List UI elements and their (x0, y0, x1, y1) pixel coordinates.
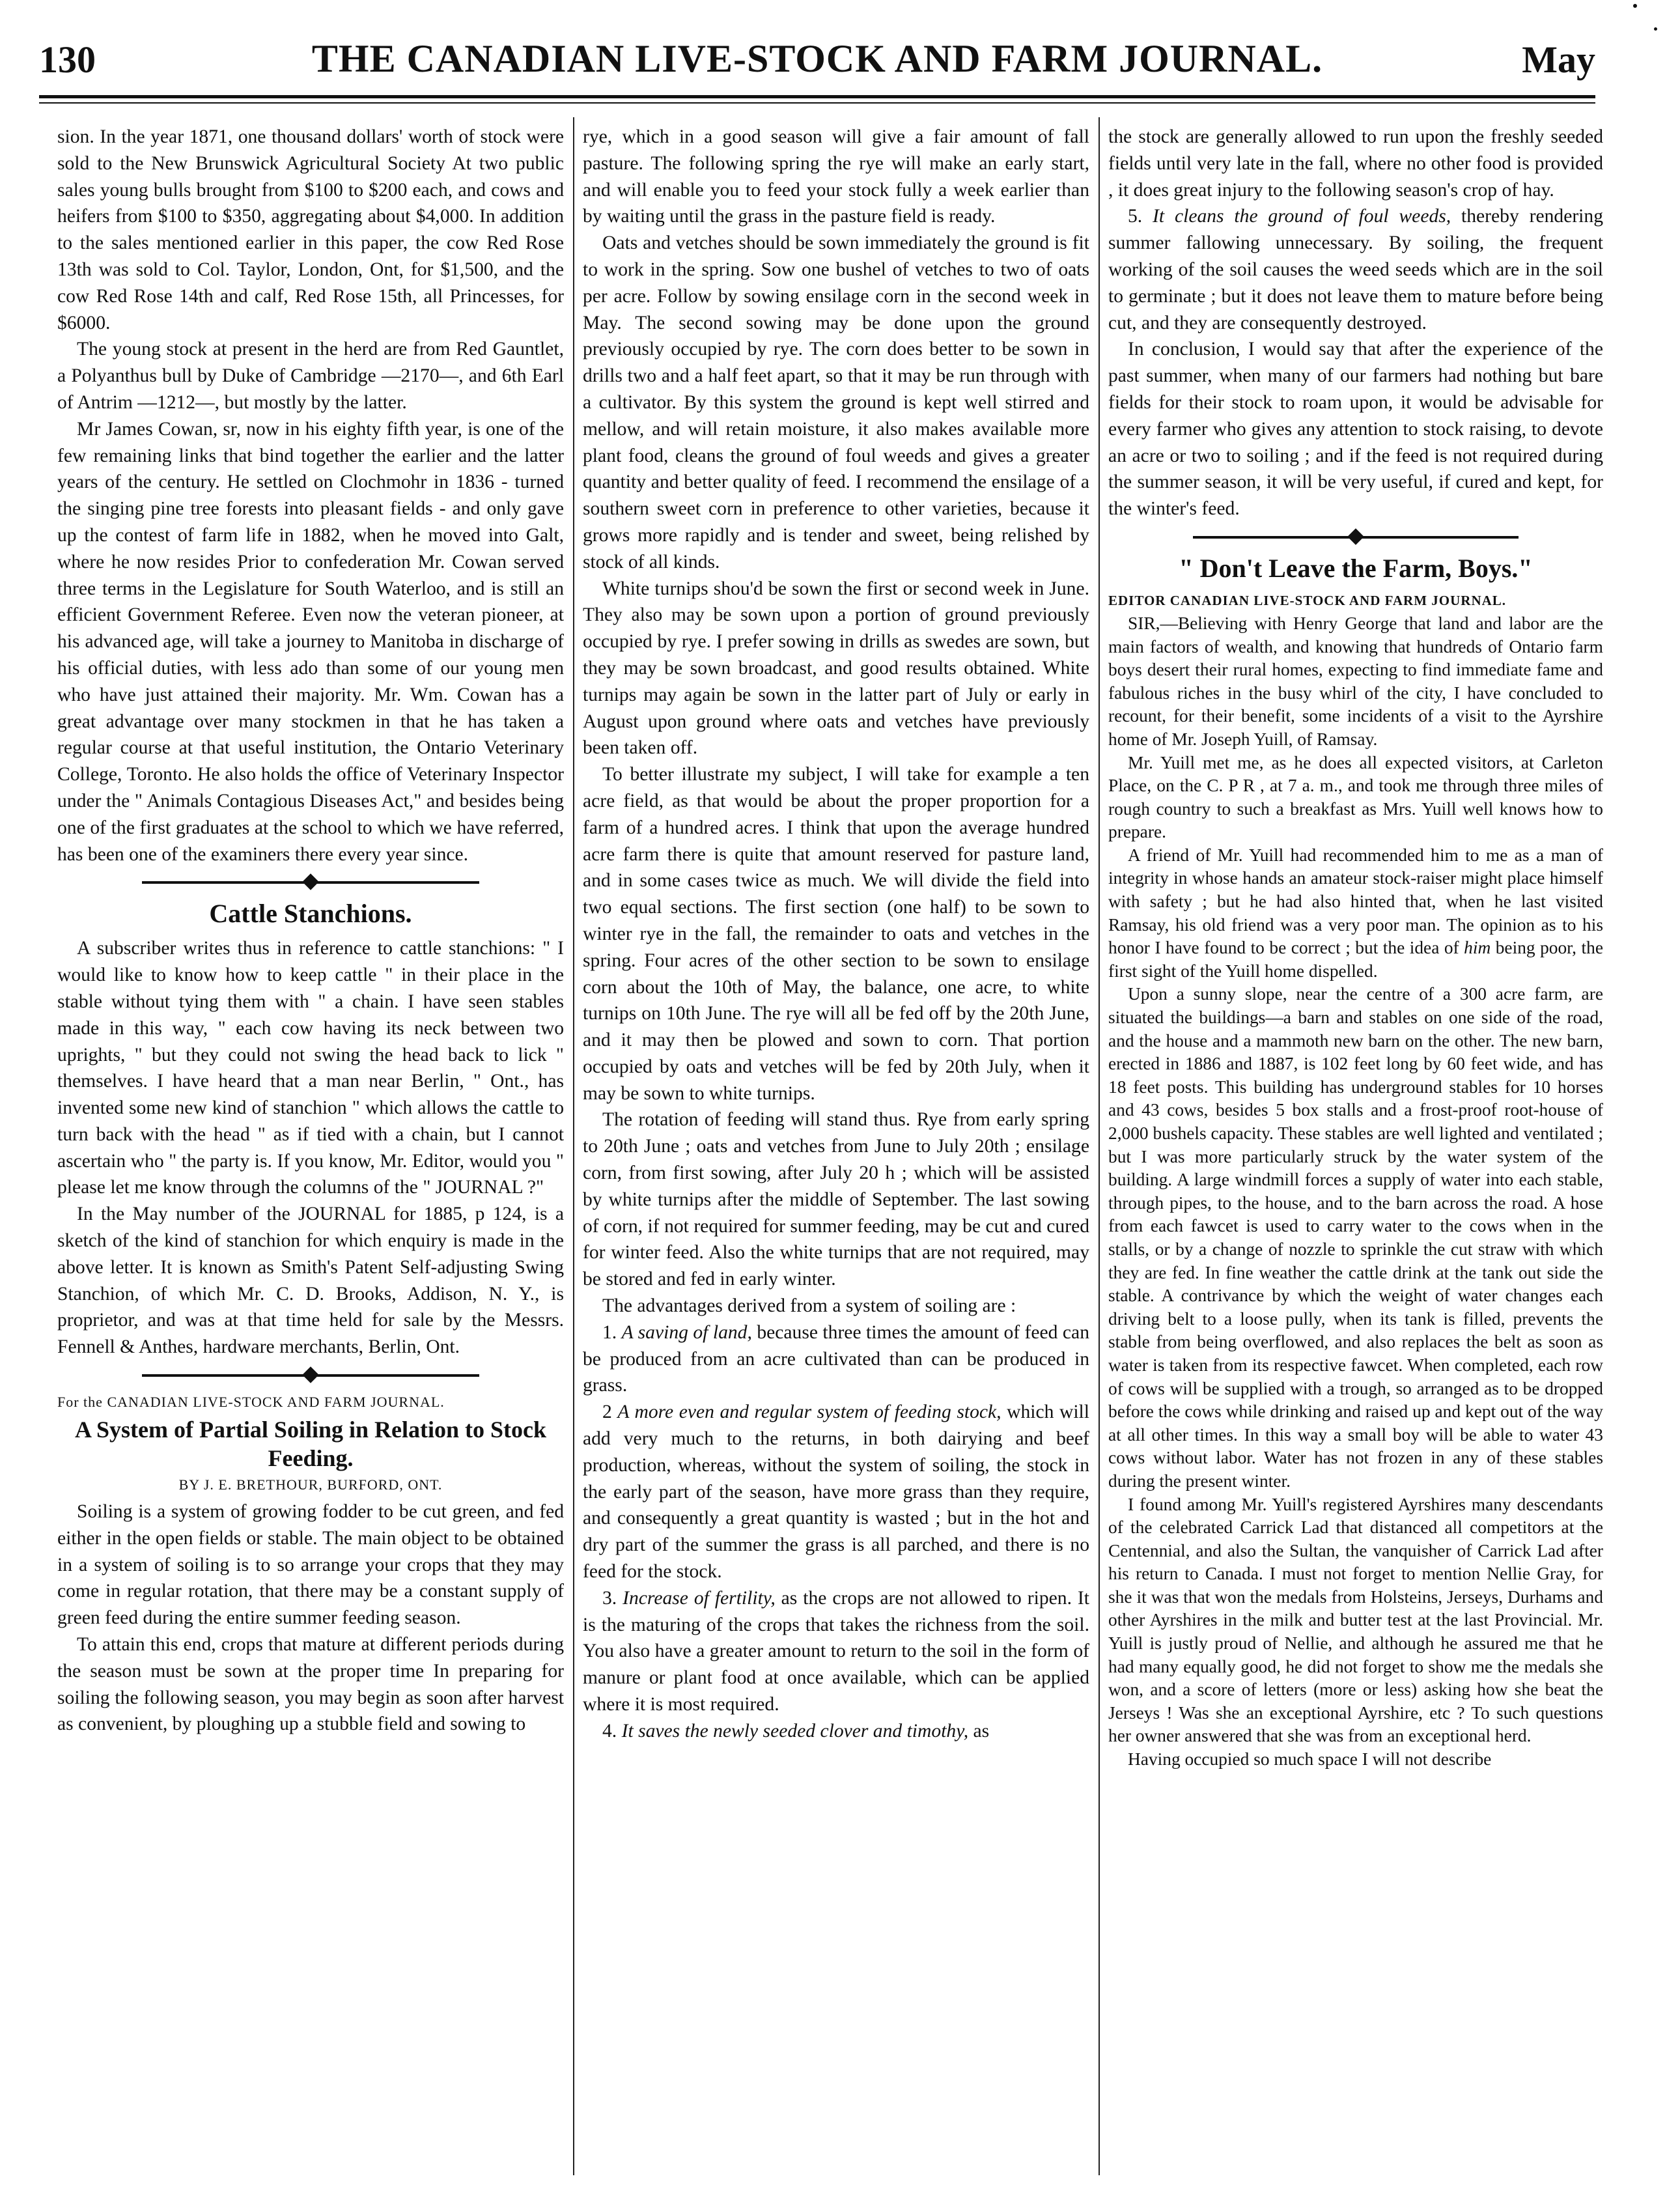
section-ornament (57, 873, 564, 892)
paragraph: Having occupied so much space I will not describe (1128, 1749, 1492, 1770)
journal-title: THE CANADIAN LIVE-STOCK AND FARM JOURNAL. (311, 37, 1323, 80)
paragraph: Oats and vetches should be sown immediately the ground is fit to work in the spring. Sow one bushel of vetches to two of oats per acre. Follow by sowing ensilage corn in the second week in May. The second sowing may be done upon the ground previously occupied by rye. The corn does better to be sown in drills two and a half feet apart, so that it may be run through with a cultivator. By this system the ground is kept well stirred and mellow, and will retain moisture, it also makes available more plant food, cleans the ground of foul weeds and gives a greater quantity and better quality of feed. I recommend the ensilage of a southern sweet corn in preference to other varieties, because it grows more rapidly and is tender and sweet, being relished by stock of all kinds. (583, 233, 1089, 572)
paragraph: the stock are generally allowed to run upon the freshly seeded fields until very late in the fall, where no other food is provided , it does great injury to the following season's crop of hay. (1108, 126, 1603, 201)
print-speck (1633, 4, 1637, 8)
paragraph: The rotation of feeding will stand thus. Rye from early spring to 20th June ; oats and vetches from June to July 20th ; ensilage corn, from first sowing, after July 20 h ; which will be assisted by white turnips after the middle of September. The last sowing of corn, if not required for summer feeding, may be cut and cured for winter feed. Also the white turnips that are not required, may be stored and fed in early winter. (583, 1109, 1089, 1290)
section-ornament (57, 1366, 564, 1385)
article-kicker: For the CANADIAN LIVE-STOCK AND FARM JOURNAL. (57, 1394, 445, 1411)
paragraph: To attain this end, crops that mature at different periods during the season must be sown at the proper time In preparing for soiling the following season, you may begin as soon after harvest as convenient, by ploughing up a stubble field and sowing to (57, 1634, 564, 1735)
paragraph: To better illustrate my subject, I will take for example a ten acre field, as that would be about the proper proportion for a farm of a hundred acres. I think that upon the average hundred acre farm there is quite that amount reserved for pasture land, and in some cases twice as much. We will divide the field into two equal sections. The first section (one half) to be sown to winter rye in the fall, the remainder to oats and vetches in the spring. Four acres of the other section to be sown to ensilage corn about the 10th of May, the balance, one acre, to white turnips on 10th June. The rye will all be fed off by the 20th June, and it may then be plowed and sown to corn. That portion occupied by oats and vetches will be fed by 20th July, when it may be sown to white turnips. (583, 764, 1089, 1104)
paragraph: SIR,—Believing with Henry George that land and labor are the main factors of wealth, and knowing that hundreds of Ontario farm boys desert their rural homes, expecting to find immediate fame and fabulous riches in the busy whirl of the city, I have concluded to recount, for their benefit, some incidents of a visit to the Ayrshire home of Mr. Joseph Yuill, of Ramsay. (1108, 613, 1603, 749)
issue-month: May (1522, 38, 1595, 81)
paragraph: rye, which in a good season will give a fair amount of fall pasture. The following spring the rye will make an early start, and will enable you to feed your stock fully a week earlier than by waiting until the grass in the pasture field is ready. (583, 126, 1089, 227)
paragraph: In the May number of the JOURNAL for 1885, p 124, is a sketch of the kind of stanchion for which enquiry is made in the above letter. It is known as Smith's Patent Self-adjusting Swing Stanchion, of which Mr. C. D. Brooks, Addison, N. Y., is proprietor, and was at that time held for sale by the Messrs. Fennell & Anthes, hardware merchants, Berlin, Ont. (57, 1204, 564, 1358)
article-heading-dont-leave-the-farm: " Don't Leave the Farm, Boys." (1179, 553, 1533, 583)
paragraph: Upon a sunny slope, near the centre of a 300 acre farm, are situated the buildings—a barn and stables on one side of the road, and the house and a mammoth new barn on the other. The new barn, erected in 1886 and 1887, is 102 feet long by 60 feet wide, and has 18 feet posts. This building has underground stables for 10 horses and 43 cows, besides 5 box stalls and a frost-proof root-house of 2,000 bushels capacity. These stables are well lighted and ventilated ; but I was more particularly struck by the water system of the building. A large windmill forces a supply of water into each stable, through pipes, to the house, and to the barn across the road. A hose from each fawcet is used to carry water to the cows when in the stalls, or by a change of nozzle to sprinkle the cut straw with which they are fed. In fine weather the cattle drink at the tank out side the stable. A contrivance by which the weight of water changes each driving belt to a loose pully, when its tank is filled, prevents the stable from being overflowed, and also replaces the belt as soon as water is taken from its respective fawcet. When completed, each row of cows will be supplied with a trough, so arranged as to be dropped before the cows while drinking and raised up and kept out of the way at all other times. In this way a small boy will be able to water 43 cows without labor. Water has not frozen in any of these stables during the present winter. (1108, 984, 1603, 1491)
paragraph: I found among Mr. Yuill's registered Ayrshires many descendants of the celebrated Carrick Lad that distanced all competitors at the Centennial, and also the Sultan, the vanquisher of Carrick Lad after his return to Canada. I must not forget to mention Nellie Gray, for she it was that won the medals from Holsteins, Jerseys, Durhams and other Ayrshires in the milk and butter test at the last Provincial. Mr. Yuill is justly proud of Nellie, and although he assured me that he had many equally good, he did not forget to show me the medals she won, and a score of letters (more or less) asking how she beat the Jerseys ! Was she an exceptional Ayrshire, etc ? To such questions her owner answered that she was from an exceptional herd. (1108, 1494, 1603, 1746)
section-ornament (1108, 528, 1603, 547)
paragraph: Soiling is a system of growing fodder to be cut green, and fed either in the open fields or stable. The main object to be obtained in a system of soiling is to so arrange your crops that they may come in regular rotation, that there may be a constant supply of green feed during the entire summer feeding season. (57, 1501, 564, 1629)
article-heading-partial-soiling: A System of Partial Soiling in Relation to Stock Feeding. (74, 1417, 546, 1472)
paragraph: Mr. Yuill met me, as he does all expected visitors, at Carleton Place, on the C. P R , at 7 a. m., and took me through three miles of rough country to such a breakfast as Mrs. Yuill well knows how to prepare. (1108, 752, 1603, 842)
list-item: 4. It saves the newly seeded clover and timothy, as (602, 1720, 990, 1742)
column-middle (583, 124, 1089, 2169)
article-heading-cattle-stanchions: Cattle Stanchions. (209, 899, 412, 929)
paragraph: A subscriber writes thus in reference to cattle stanchions: " I would like to know how to keep cattle " in their place in the stable without tying them with " a chain. I have seen stables made in this way, " each cow having its neck between two uprights, " but they could not swing the head back to lick " themselves. I have heard that a man near Berlin, " Ont., has invented some new kind of stanchion " which allows the cattle to turn back with the head " as if tied with a chain, but I cannot ascertain who " the party is. If you know, Mr. Editor, would you " please let me know through the columns of the " JOURNAL ?" (57, 938, 564, 1198)
print-speck (1654, 27, 1657, 31)
header-rule-thick (39, 95, 1595, 98)
letter-address: EDITOR CANADIAN LIVE-STOCK AND FARM JOURNAL. (1108, 592, 1507, 608)
list-item: 1. A saving of land, because three times the amount of feed can be produced from an acre cultivated than can be produced in grass. (583, 1321, 1089, 1396)
paragraph: A friend of Mr. Yuill had recommended him to me as a man of integrity in whose hands an amateur stock-raiser might place himself with safety ; but he had also hinted that, when he last visited Ramsay, his old friend was a very poor man. The opinion as to his honor I have found to be correct ; but the idea of him being poor, the first sight of the Yuill home dispelled. (1108, 845, 1603, 981)
column-divider (1099, 117, 1100, 2175)
article-byline: BY J. E. BRETHOUR, BURFORD, ONT. (178, 1476, 443, 1493)
list-item: 5. It cleans the ground of foul weeds, thereby rendering summer fallowing unnecessary. By soiling, the frequent working of the soil causes the weed seeds which are in the soil to germinate ; but it does not leave them to mature before being cut, and they are consequently destroyed. (1108, 206, 1603, 333)
letter-body (1108, 612, 1603, 1771)
list-item: 3. Increase of fertility, as the crops are not allowed to ripen. It is the maturing of the crops that takes the richness from the soil. You also have a greater amount to return to the soil in the form of manure or plant food at once available, which can be applied where it is most required. (583, 1587, 1089, 1715)
paragraph: In conclusion, I would say that after the experience of the past summer, when many of our farmers had nothing but bare fields for their stock to roam upon, it would be advisable for every farmer who gives any attention to stock raising, to devote an acre or two to soiling ; and if the feed is not required during the summer season, it will be very useful, if cured and kept, for the winter's feed. (1108, 339, 1603, 520)
paragraph: sion. In the year 1871, one thousand dollars' worth of stock were sold to the New Brunswick Agricultural Society At two public sales young bulls brought from $100 to $200 each, and cows and heifers from $100 to $350, aggregating about $4,000. In addition to the sales mentioned earlier in this paper, the cow Red Rose 13th was sold to Col. Taylor, London, Ont, for $1,500, and the cow Red Rose 14th and calf, Red Rose 15th, all Princesses, for $6000. (57, 126, 564, 333)
column-left (57, 124, 564, 2169)
paragraph: The advantages derived from a system of soiling are : (602, 1295, 1016, 1317)
column-right (1108, 124, 1603, 2169)
paragraph: Mr James Cowan, sr, now in his eighty fifth year, is one of the few remaining links that bind together the earlier and the latter years of the century. He settled on Clochmohr in 1836 - turned the singing pine tree forests into pleasant fields - and only gave up the contest of farm life in 1882, when he moved into Galt, where he now resides Prior to confederation Mr. Cowan served three terms in the Legislature for South Waterloo, and is still an efficient Government Referee. Even now the veteran pioneer, at his advanced age, will take a journey to Manitoba in discharge of his official duties, with less ado than some of our young men who have just attained their majority. Mr. Wm. Cowan has a great advantage over many stockmen in that he has taken a regular course at that useful institution, the Ontario Veterinary College, Toronto. He also holds the office of Veterinary Inspector under the " Animals Contagious Diseases Act," and besides being one of the first graduates at the school to which we have referred, has been one of the examiners there every year since. (57, 418, 564, 865)
page-number: 130 (39, 38, 96, 81)
paragraph: The young stock at present in the herd are from Red Gauntlet, a Polyanthus bull by Duke of Cambridge —2170—, and 6th Earl of Antrim —1212—, but mostly by the latter. (57, 339, 564, 413)
column-divider (573, 117, 574, 2175)
header-rule-thin (39, 102, 1595, 104)
paragraph: White turnips shou'd be sown the first or second week in June. They also may be sown upon a portion of ground previously occupied by rye. I prefer sowing in drills as swedes are sown, but they may be sown broadcast, and good results obtained. White turnips may again be sown in the latter part of July or early in August upon ground where oats and vetches have previously been taken off. (583, 578, 1089, 759)
running-head (39, 31, 1595, 96)
list-item: 2 A more even and regular system of feeding stock, which will add very much to the returns, in both dairying and beef production, whereas, without the system of soiling, the stock in the early part of the season, have more grass than they require, and consequently a great quantity is wasted ; but in the hot and dry part of the summer the grass is all parched, and there is no feed for the stock. (583, 1402, 1089, 1583)
